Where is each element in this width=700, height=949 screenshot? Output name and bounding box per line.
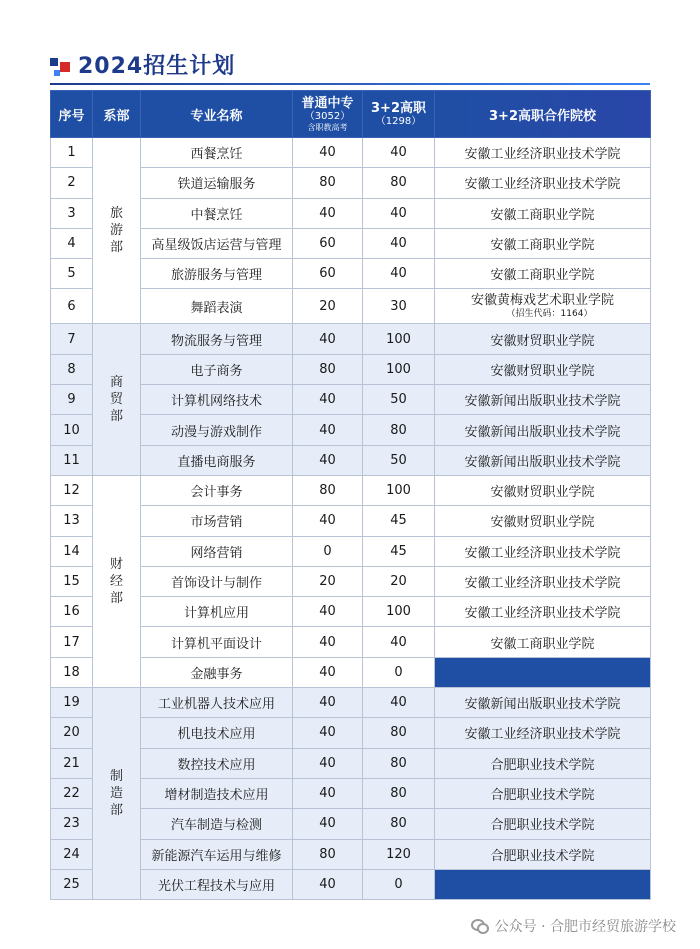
higher-quota: 0 [363, 869, 435, 899]
header-vocational [293, 91, 363, 138]
dept-label: 旅游部 [109, 206, 123, 256]
major-name: 旅游服务与管理 [141, 259, 293, 289]
header-major: 专业名称 [141, 91, 293, 138]
row-number: 24 [51, 839, 93, 869]
partner-school-code: （招生代码：1164） [506, 308, 593, 319]
higher-quota: 50 [363, 445, 435, 475]
vocational-quota: 80 [293, 168, 363, 198]
table-row [51, 324, 651, 354]
major-name: 市场营销 [141, 506, 293, 536]
row-number: 18 [51, 657, 93, 687]
footer-watermark [471, 915, 676, 937]
partner-school [435, 289, 651, 324]
table-row [51, 718, 651, 748]
major-name: 网络营销 [141, 536, 293, 566]
vocational-quota: 20 [293, 566, 363, 596]
partner-school: 安徽工业经济职业技术学院 [435, 138, 651, 168]
major-name: 机电技术应用 [141, 718, 293, 748]
row-number: 2 [51, 168, 93, 198]
vocational-quota: 60 [293, 259, 363, 289]
row-number: 11 [51, 445, 93, 475]
vocational-quota: 40 [293, 385, 363, 415]
footer-text: 公众号 · 合肥市经贸旅游学校 [494, 919, 676, 935]
row-number: 13 [51, 506, 93, 536]
header-dept: 系部 [93, 91, 141, 138]
row-number: 17 [51, 627, 93, 657]
vocational-quota: 40 [293, 324, 363, 354]
major-name: 金融事务 [141, 657, 293, 687]
partner-school: 安徽工业经济职业技术学院 [435, 597, 651, 627]
row-number: 7 [51, 324, 93, 354]
row-number: 22 [51, 778, 93, 808]
table-row [51, 168, 651, 198]
partner-school: 安徽财贸职业学院 [435, 324, 651, 354]
major-name: 铁道运输服务 [141, 168, 293, 198]
major-name: 舞蹈表演 [141, 289, 293, 324]
vocational-quota: 40 [293, 506, 363, 536]
major-name: 光伏工程技术与应用 [141, 869, 293, 899]
dept-cell [93, 324, 141, 475]
header-higher-total: （1298） [375, 115, 422, 127]
major-name: 西餐烹饪 [141, 138, 293, 168]
enrollment-plan-table [50, 90, 651, 900]
row-number: 5 [51, 259, 93, 289]
row-number: 12 [51, 475, 93, 505]
major-name: 会计事务 [141, 475, 293, 505]
row-number: 1 [51, 138, 93, 168]
table-row [51, 778, 651, 808]
vocational-quota: 40 [293, 198, 363, 228]
partner-school: 安徽财贸职业学院 [435, 354, 651, 384]
row-number: 3 [51, 198, 93, 228]
major-name: 物流服务与管理 [141, 324, 293, 354]
table-row [51, 809, 651, 839]
partner-school: 安徽工商职业学院 [435, 228, 651, 258]
row-number: 20 [51, 718, 93, 748]
partner-school: 合肥职业技术学院 [435, 809, 651, 839]
title-underline [50, 83, 650, 85]
vocational-quota: 40 [293, 748, 363, 778]
major-name: 增材制造技术应用 [141, 778, 293, 808]
table-row [51, 536, 651, 566]
vocational-quota: 40 [293, 718, 363, 748]
partner-school: 安徽新闻出版职业技术学院 [435, 445, 651, 475]
row-number: 10 [51, 415, 93, 445]
vocational-quota: 40 [293, 657, 363, 687]
major-name: 中餐烹饪 [141, 198, 293, 228]
major-name: 电子商务 [141, 354, 293, 384]
partner-school-empty [435, 657, 651, 687]
partner-school-name: 安徽黄梅戏艺术职业学院 [470, 292, 614, 308]
page-title: 2024招生计划 [78, 54, 236, 79]
higher-quota: 40 [363, 688, 435, 718]
vocational-quota: 80 [293, 354, 363, 384]
partner-school: 安徽财贸职业学院 [435, 506, 651, 536]
major-name: 新能源汽车运用与维修 [141, 839, 293, 869]
row-number: 4 [51, 228, 93, 258]
row-number: 23 [51, 809, 93, 839]
table-row [51, 748, 651, 778]
table-row [51, 839, 651, 869]
partner-school-empty [435, 869, 651, 899]
partner-school: 安徽新闻出版职业技术学院 [435, 385, 651, 415]
row-number: 9 [51, 385, 93, 415]
table-row [51, 657, 651, 687]
higher-quota: 100 [363, 354, 435, 384]
higher-quota: 40 [363, 627, 435, 657]
dept-label: 商贸部 [109, 375, 123, 425]
higher-quota: 40 [363, 138, 435, 168]
partner-school: 安徽工业经济职业技术学院 [435, 536, 651, 566]
table-row [51, 869, 651, 899]
dept-cell [93, 475, 141, 687]
vocational-quota: 40 [293, 809, 363, 839]
header-partner: 3+2高职合作院校 [435, 91, 651, 138]
higher-quota: 80 [363, 809, 435, 839]
partner-school: 合肥职业技术学院 [435, 778, 651, 808]
table-header-row [51, 91, 651, 138]
table-row [51, 445, 651, 475]
higher-quota: 40 [363, 228, 435, 258]
vocational-quota: 0 [293, 536, 363, 566]
table-row [51, 475, 651, 505]
header-seq: 序号 [51, 91, 93, 138]
row-number: 8 [51, 354, 93, 384]
higher-quota: 100 [363, 324, 435, 354]
wechat-icon [471, 919, 489, 933]
table-row [51, 354, 651, 384]
vocational-quota: 40 [293, 627, 363, 657]
partner-school: 安徽工业经济职业技术学院 [435, 718, 651, 748]
header-higher [363, 91, 435, 138]
partner-school: 合肥职业技术学院 [435, 748, 651, 778]
higher-quota: 40 [363, 198, 435, 228]
table-row [51, 688, 651, 718]
table-row [51, 198, 651, 228]
higher-quota: 80 [363, 718, 435, 748]
vocational-quota: 60 [293, 228, 363, 258]
partner-school: 安徽新闻出版职业技术学院 [435, 415, 651, 445]
major-name: 直播电商服务 [141, 445, 293, 475]
major-name: 计算机应用 [141, 597, 293, 627]
partner-school: 安徽工商职业学院 [435, 259, 651, 289]
vocational-quota: 20 [293, 289, 363, 324]
partner-school: 合肥职业技术学院 [435, 839, 651, 869]
table-row [51, 597, 651, 627]
higher-quota: 20 [363, 566, 435, 596]
higher-quota: 120 [363, 839, 435, 869]
higher-quota: 80 [363, 778, 435, 808]
table-row [51, 385, 651, 415]
major-name: 数控技术应用 [141, 748, 293, 778]
table-row [51, 415, 651, 445]
major-name: 汽车制造与检测 [141, 809, 293, 839]
partner-school: 安徽工商职业学院 [435, 198, 651, 228]
table-row [51, 259, 651, 289]
table-row [51, 138, 651, 168]
vocational-quota: 40 [293, 597, 363, 627]
table-row [51, 506, 651, 536]
row-number: 16 [51, 597, 93, 627]
vocational-quota: 40 [293, 138, 363, 168]
dept-cell [93, 688, 141, 900]
higher-quota: 50 [363, 385, 435, 415]
header-vocational-note: 含职教高考 [307, 122, 348, 132]
dept-label: 财经部 [109, 557, 123, 606]
table-row [51, 566, 651, 596]
vocational-quota: 40 [293, 869, 363, 899]
vocational-quota: 40 [293, 688, 363, 718]
vocational-quota: 80 [293, 475, 363, 505]
higher-quota: 45 [363, 506, 435, 536]
dept-label: 制造部 [109, 769, 123, 819]
logo-icon [50, 58, 72, 80]
row-number: 14 [51, 536, 93, 566]
partner-school: 安徽工业经济职业技术学院 [435, 566, 651, 596]
higher-quota: 0 [363, 657, 435, 687]
vocational-quota: 40 [293, 778, 363, 808]
header-vocational-total: （3052） [304, 110, 351, 122]
row-number: 21 [51, 748, 93, 778]
higher-quota: 30 [363, 289, 435, 324]
higher-quota: 100 [363, 597, 435, 627]
higher-quota: 80 [363, 168, 435, 198]
dept-cell [93, 138, 141, 324]
higher-quota: 40 [363, 259, 435, 289]
vocational-quota: 80 [293, 839, 363, 869]
title-bar [50, 50, 650, 84]
partner-school: 安徽财贸职业学院 [435, 475, 651, 505]
partner-school: 安徽新闻出版职业技术学院 [435, 688, 651, 718]
major-name: 动漫与游戏制作 [141, 415, 293, 445]
table-row [51, 627, 651, 657]
higher-quota: 80 [363, 415, 435, 445]
major-name: 高星级饭店运营与管理 [141, 228, 293, 258]
row-number: 19 [51, 688, 93, 718]
table-row [51, 228, 651, 258]
higher-quota: 45 [363, 536, 435, 566]
partner-school: 安徽工商职业学院 [435, 627, 651, 657]
row-number: 15 [51, 566, 93, 596]
major-name: 计算机网络技术 [141, 385, 293, 415]
vocational-quota: 40 [293, 415, 363, 445]
higher-quota: 80 [363, 748, 435, 778]
higher-quota: 100 [363, 475, 435, 505]
partner-school: 安徽工业经济职业技术学院 [435, 168, 651, 198]
major-name: 首饰设计与制作 [141, 566, 293, 596]
major-name: 计算机平面设计 [141, 627, 293, 657]
vocational-quota: 40 [293, 445, 363, 475]
major-name: 工业机器人技术应用 [141, 688, 293, 718]
row-number: 25 [51, 869, 93, 899]
table-row [51, 289, 651, 324]
row-number: 6 [51, 289, 93, 324]
header-higher-label: 3+2高职 [371, 100, 426, 116]
header-vocational-label: 普通中专 [301, 95, 354, 111]
